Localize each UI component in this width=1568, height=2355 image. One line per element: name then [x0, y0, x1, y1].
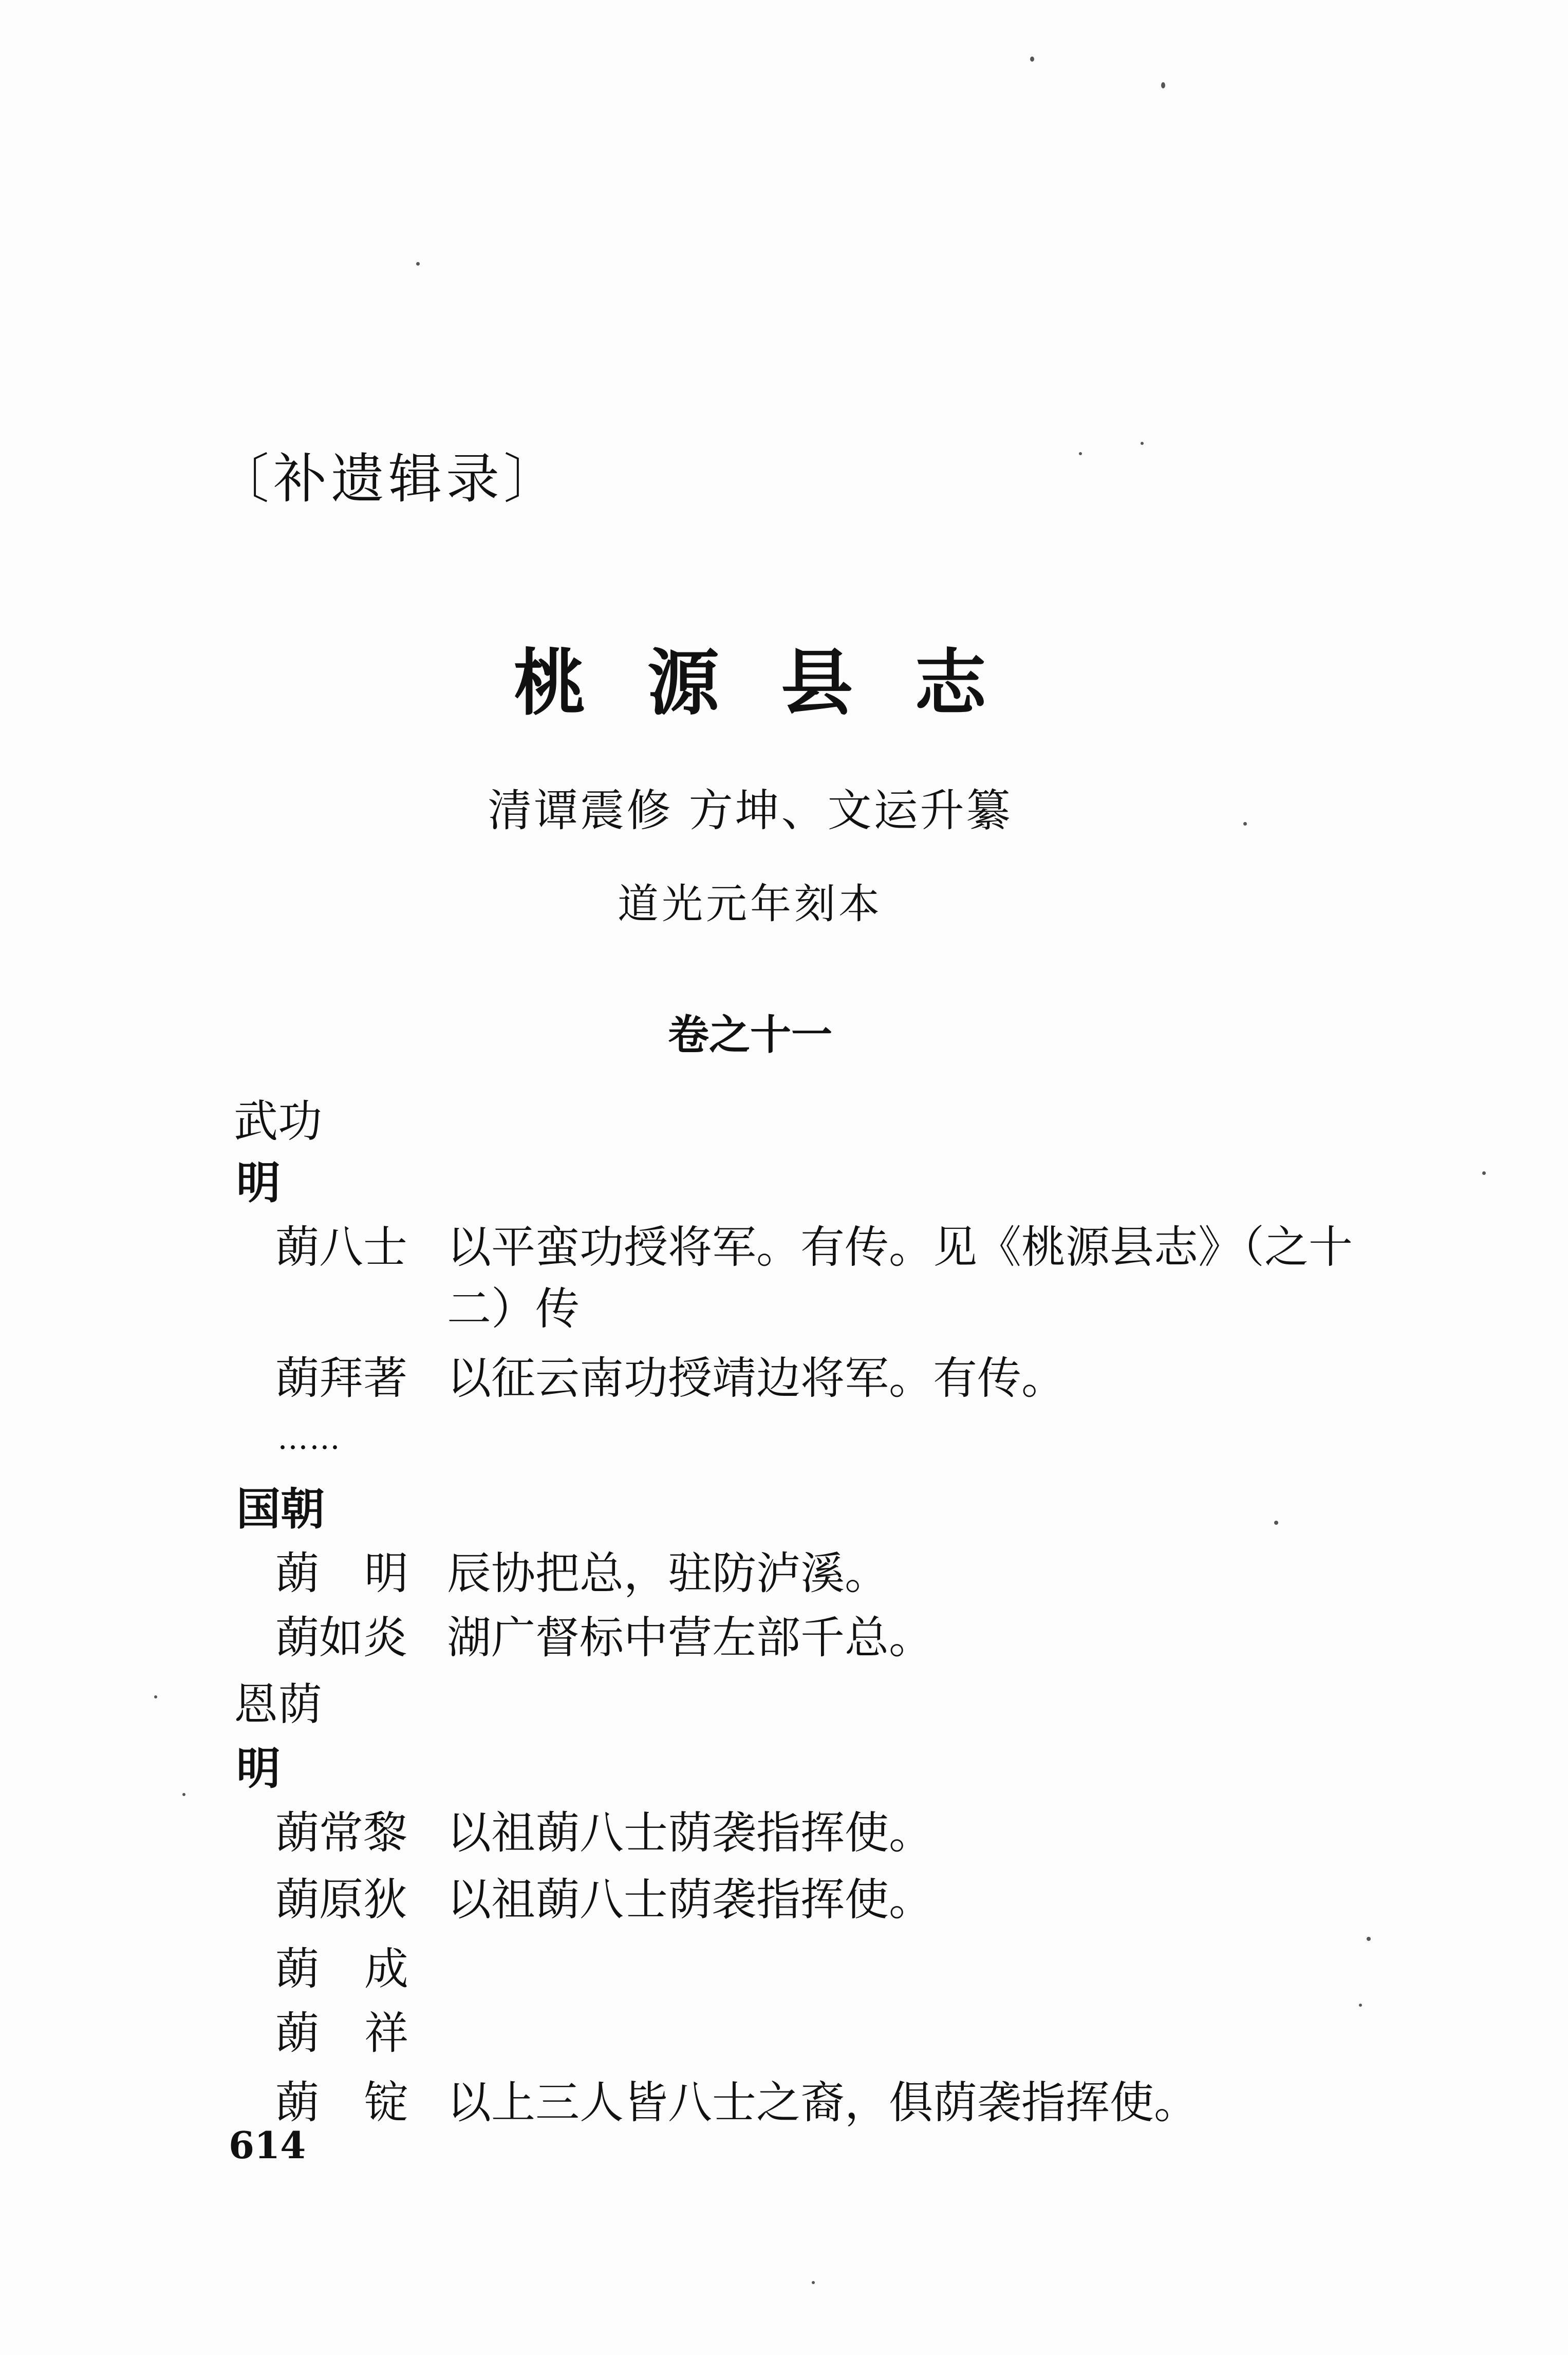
entry-name: 蓢八士: [275, 1222, 407, 1273]
section-heading-wugong: 武功: [234, 1096, 322, 1147]
entry-text: 以祖蓢八士荫袭指挥使。: [447, 1807, 933, 1859]
scan-speck: [1367, 1937, 1371, 1941]
scan-speck: [1359, 2004, 1362, 2007]
scan-speck: [1030, 57, 1034, 62]
compiler-line: 清谭震修 方坤、文运升纂: [488, 785, 1013, 836]
section-heading-enyin: 恩荫: [234, 1679, 322, 1730]
entry-name: 蓢 锭: [275, 2077, 408, 2128]
title-char: 志: [914, 641, 987, 725]
page-number: 614: [229, 2123, 306, 2167]
ellipsis: ……: [277, 1421, 341, 1456]
section-heading-ming: 明: [236, 1157, 281, 1209]
entry-name: 蓢拜著: [275, 1353, 407, 1404]
volume-heading: 卷之十一: [668, 1011, 832, 1059]
entry-text: 以征云南功授靖边将军。有传。: [447, 1353, 1066, 1404]
section-heading-ming: 明: [236, 1743, 281, 1795]
scan-speck: [416, 262, 420, 266]
title-char: 县: [781, 641, 853, 725]
scan-speck: [182, 1793, 185, 1796]
entry-text: 辰协把总，驻防泸溪。: [447, 1548, 889, 1599]
scan-speck: [1161, 82, 1165, 88]
scan-speck: [154, 1695, 157, 1698]
scan-speck: [1243, 822, 1247, 826]
scan-speck: [1274, 1521, 1278, 1525]
scan-speck: [1141, 442, 1144, 445]
entry-text: 以平蛮功授将军。有传。见《桃源县志》（之十: [447, 1222, 1353, 1273]
scan-speck: [812, 2281, 815, 2284]
entry-name: 蓢 明: [275, 1548, 408, 1599]
scan-speck: [1482, 1171, 1486, 1175]
entry-text-continuation: 二）传: [447, 1283, 580, 1335]
title-char: 桃: [513, 641, 586, 725]
entry-name: 蓢如炎: [275, 1612, 407, 1664]
entry-text: 以上三人皆八士之裔，俱荫袭指挥使。: [447, 2077, 1198, 2128]
document-title: [0, 641, 1500, 725]
section-heading-guochao: 国朝: [236, 1484, 325, 1535]
edition-line: 道光元年刻本: [618, 880, 883, 928]
scan-speck: [1079, 452, 1082, 455]
entry-name: 蓢 祥: [275, 2008, 408, 2059]
entry-name: 蓢 成: [275, 1943, 408, 1995]
entry-name: 蓢常黎: [275, 1807, 407, 1859]
entry-text: 以祖蓢八士荫袭指挥使。: [447, 1874, 933, 1926]
entry-text: 湖广督标中营左部千总。: [447, 1612, 933, 1664]
entry-name: 蓢原狄: [275, 1874, 407, 1926]
section-mark: 〔补遗辑录〕: [216, 447, 562, 510]
title-char: 源: [647, 641, 719, 725]
